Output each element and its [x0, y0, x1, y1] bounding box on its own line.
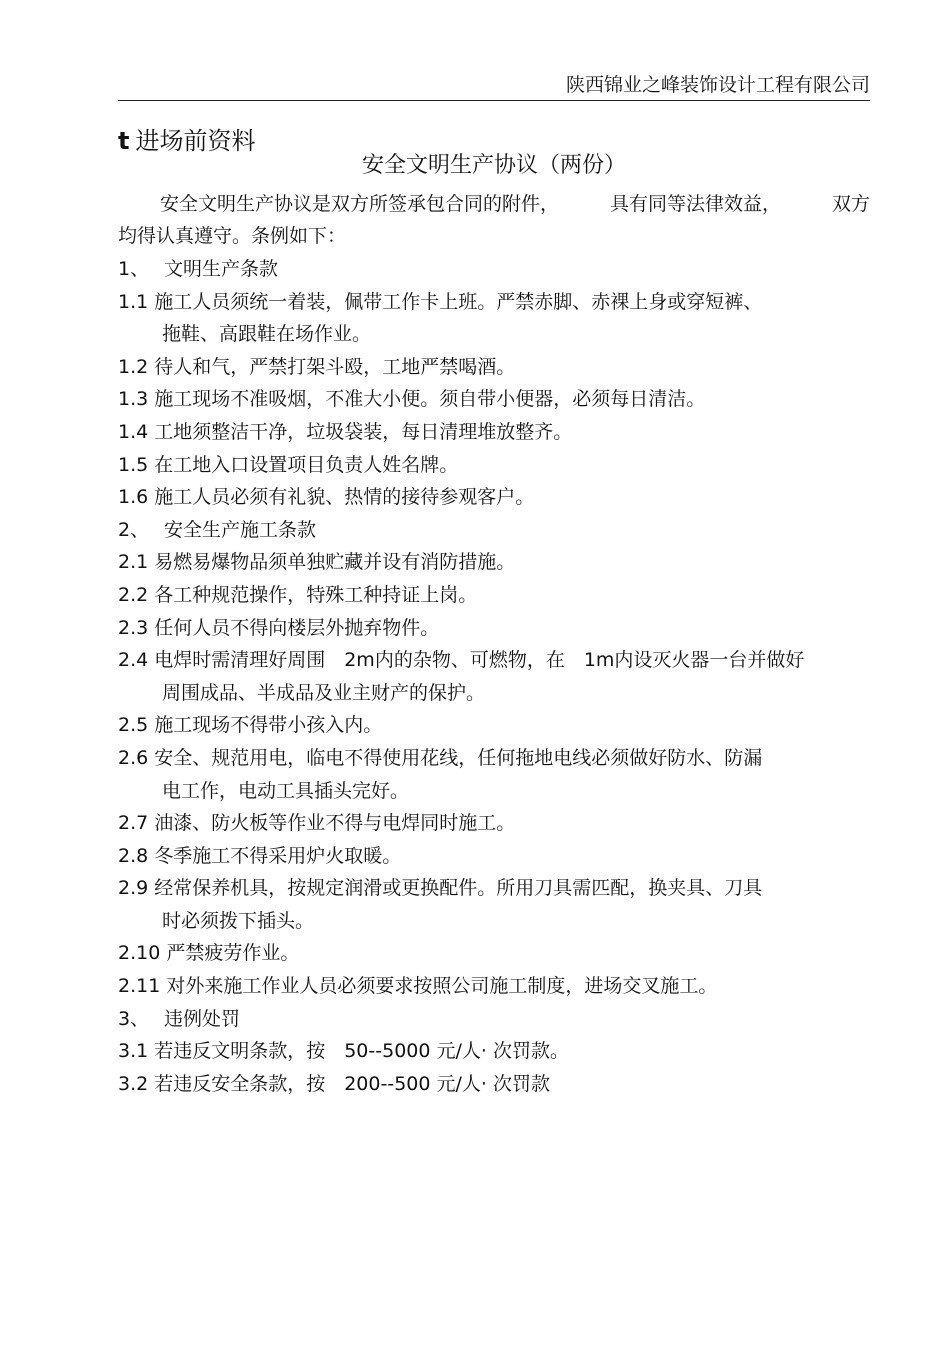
clause-text: 安全、规范用电，临电不得使用花线，任何拖地电线必须做好防水、防漏 [154, 746, 763, 769]
clause-number: 1.6 [118, 486, 149, 509]
clause-text: 若违反文明条款，按 50--5000 元/人· 次罚款。 [154, 1040, 569, 1063]
clause-item [118, 1068, 870, 1101]
intro-part-1: 安全文明生产协议是双方所签承包合同的附件， [160, 193, 560, 215]
intro-line-1 [118, 188, 870, 220]
clause-text: 施工现场不准吸烟，不准大小便。须自带小便器，必须每日清洁。 [154, 388, 706, 411]
clause-number: 2.2 [118, 583, 149, 606]
clause-item [118, 449, 870, 482]
clause-text: 严禁疲劳作业。 [166, 942, 300, 965]
clause-text: 任何人员不得向楼层外抛弃物件。 [154, 616, 440, 639]
clause-text: 文明生产条款 [164, 258, 279, 280]
clause-text: 油漆、防火板等作业不得与电焊同时施工。 [154, 812, 516, 835]
clause-continuation [118, 775, 870, 808]
clause-item [118, 416, 870, 449]
clause-number: 2.5 [118, 714, 149, 737]
section-prefix: t [118, 127, 130, 155]
clause-number: 1.4 [118, 420, 149, 443]
clause-number: 3、 [118, 1007, 150, 1030]
clause-item [118, 840, 870, 873]
clause-number: 1、 [118, 258, 150, 280]
clause-number: 2.9 [118, 877, 149, 900]
clause-text: 电焊时需清理好周围 2m内的杂物、可燃物，在 1m内设灭火器一台并做好 [154, 649, 805, 672]
clause-text: 冬季施工不得采用炉火取暖。 [154, 844, 402, 867]
clause-item [118, 612, 870, 645]
clause-item [118, 546, 870, 579]
intro-part-2: 具有同等法律效益， [609, 193, 781, 215]
clause-item [118, 481, 870, 514]
clause-number: 2.10 [118, 942, 161, 965]
clause-item [118, 1035, 870, 1068]
clause-text: 施工人员必须有礼貌、热情的接待参观客户。 [154, 486, 535, 509]
clause-number: 2.3 [118, 616, 149, 639]
clause-heading [118, 514, 870, 547]
clause-text: 工地须整洁干净，垃圾袋装，每日清理堆放整齐。 [154, 420, 573, 443]
clause-text: 对外来施工作业人员必须要求按照公司施工制度，进场交叉施工。 [166, 975, 718, 998]
clause-item [118, 807, 870, 840]
clause-number: 2.11 [118, 975, 161, 998]
clause-text: 经常保养机具，按规定润滑或更换配件。所用刀具需匹配，换夹具、刀具 [154, 877, 763, 900]
clause-item [118, 286, 870, 319]
clause-text: 安全生产施工条款 [164, 518, 317, 541]
clause-heading [118, 1003, 870, 1036]
clause-continuation [118, 318, 870, 351]
intro-paragraph [118, 188, 870, 252]
intro-part-3: 双方 [831, 193, 870, 215]
clause-text: 电工作，电动工具插头完好。 [162, 779, 410, 802]
clause-list [118, 253, 870, 1100]
company-header: 陕西锦业之峰装饰设计工程有限公司 [565, 74, 870, 96]
clause-number: 1.3 [118, 388, 149, 411]
clause-item [118, 970, 870, 1003]
clause-text: 周围成品、半成品及业主财产的保护。 [162, 681, 486, 704]
clause-number: 2、 [118, 518, 150, 541]
header-divider [118, 100, 870, 101]
clause-number: 2.6 [118, 746, 149, 769]
clause-text: 若违反安全条款，按 200--500 元/人· 次罚款 [154, 1072, 550, 1095]
clause-item [118, 383, 870, 416]
clause-continuation [118, 677, 870, 710]
clause-heading [118, 253, 870, 286]
section-title: 进场前资料 [135, 127, 256, 155]
clause-item [118, 742, 870, 775]
clause-item [118, 937, 870, 970]
clause-text: 各工种规范操作，特殊工种持证上岗。 [154, 583, 478, 606]
clause-text: 施工现场不得带小孩入内。 [154, 714, 383, 737]
clause-item [118, 351, 870, 384]
clause-text: 易燃易爆物品须单独贮藏并设有消防措施。 [154, 551, 516, 574]
clause-number: 2.4 [118, 649, 149, 672]
clause-text: 施工人员须统一着装，佩带工作卡上班。严禁赤脚、赤裸上身或穿短裤、 [154, 290, 763, 313]
clause-number: 1.2 [118, 355, 149, 378]
clause-number: 2.1 [118, 551, 149, 574]
clause-text: 待人和气，严禁打架斗殴，工地严禁喝酒。 [154, 355, 516, 378]
clause-number: 1.5 [118, 453, 149, 476]
clause-item [118, 579, 870, 612]
intro-line-2: 均得认真遵守。条例如下： [118, 225, 347, 247]
clause-item [118, 709, 870, 742]
clause-text: 拖鞋、高跟鞋在场作业。 [162, 323, 372, 346]
clause-item [118, 644, 870, 677]
clause-number: 1.1 [118, 290, 149, 313]
clause-number: 3.1 [118, 1040, 149, 1063]
document-title: 安全文明生产协议（两份） [361, 153, 626, 178]
clause-text: 违例处罚 [164, 1007, 241, 1030]
clause-text: 在工地入口设置项目负责人姓名牌。 [154, 453, 459, 476]
clause-continuation [118, 905, 870, 938]
clause-number: 2.7 [118, 812, 149, 835]
clause-text: 时必须拨下插头。 [162, 909, 315, 932]
clause-item [118, 872, 870, 905]
clause-number: 2.8 [118, 844, 149, 867]
clause-number: 3.2 [118, 1072, 149, 1095]
